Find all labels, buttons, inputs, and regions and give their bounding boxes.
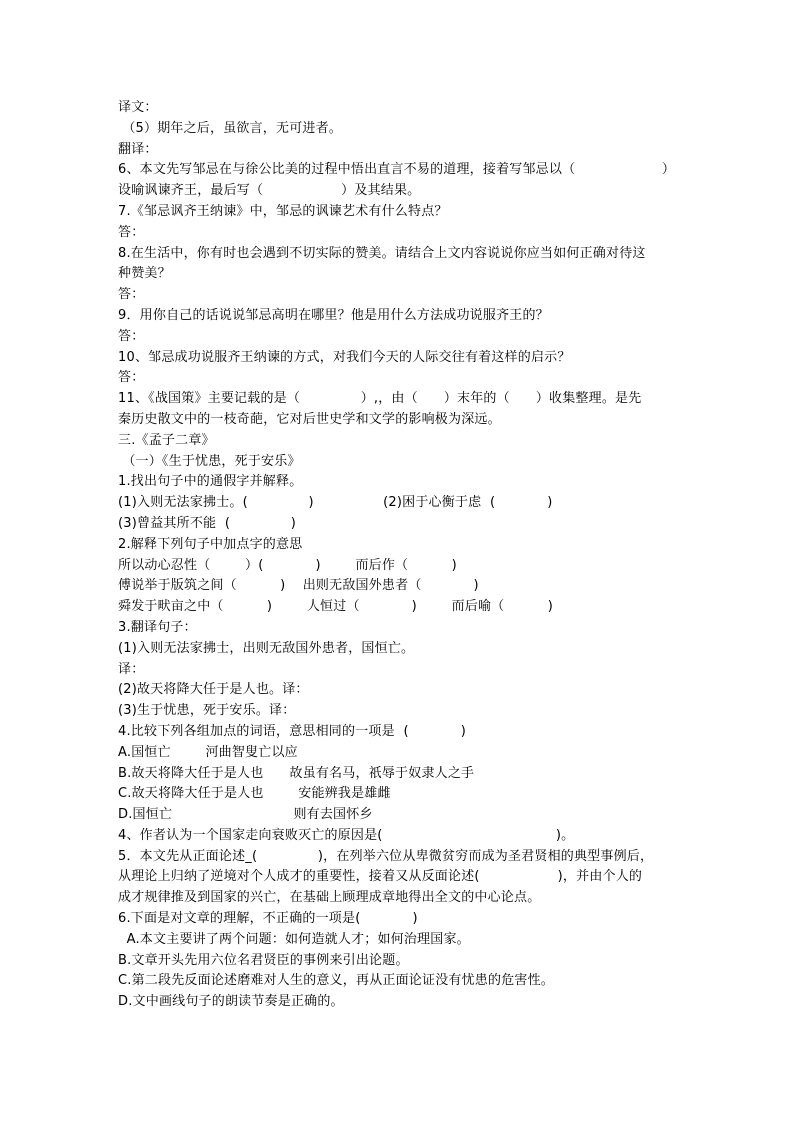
text-line: 3.翻译句子： bbox=[118, 619, 197, 635]
text-line: （5）期年之后，虽欲言，无可进者。 bbox=[118, 120, 343, 136]
text-line: (3)曾益其所不能 ( ) bbox=[118, 515, 297, 531]
text-line: C.故天将降大任于是人也 安能辨我是雄雌 bbox=[118, 786, 391, 802]
text-line: 6、本文先写邹忌在与徐公比美的过程中悟出直言不易的道理，接着写邹忌以（ ） bbox=[118, 162, 676, 178]
text-line: 译： bbox=[118, 661, 145, 677]
text-line: 4、作者认为一个国家走向衰败灭亡的原因是( )。 bbox=[118, 827, 575, 843]
text-line: A.本文主要讲了两个问题：如何造就人才；如何治理国家。 bbox=[118, 931, 470, 947]
text-line: 4.比较下列各组加点的词语，意思相同的一项是 ( ) bbox=[118, 723, 466, 739]
text-line: 傅说举于版筑之间（ ) 出则无敌国外患者（ ) bbox=[118, 578, 479, 594]
text-line: (1)入则无法家拂士，出则无敌国外患者，国恒亡。 bbox=[118, 640, 415, 656]
text-line: 5．本文先从正面论述_( )，在列举六位从卑微贫穷而成为圣君贤相的典型事例后， bbox=[118, 848, 654, 864]
text-line: D.文中画线句子的朗读节奏是正确的。 bbox=[118, 994, 344, 1010]
document-page bbox=[118, 98, 718, 1013]
text-line: 2.解释下列句子中加点字的意思 bbox=[118, 536, 303, 552]
text-line: 1.找出句子中的通假字并解释。 bbox=[118, 474, 303, 490]
text-line: 翻译： bbox=[118, 141, 158, 157]
text-line: 种赞美？ bbox=[118, 266, 171, 282]
text-line: (1)入则无法家拂士。( ) (2)困于心衡于虑 ( ) bbox=[118, 495, 553, 511]
text-line: A.国恒亡 河曲智叟亡以应 bbox=[118, 744, 298, 760]
text-line: 设喻讽谏齐王，最后写（ ）及其结果。 bbox=[118, 183, 421, 199]
text-line: 答： bbox=[118, 370, 145, 386]
text-line: 答： bbox=[118, 224, 145, 240]
text-line: 答： bbox=[118, 328, 145, 344]
text-line: 秦历史散文中的一枝奇葩，它对后世史学和文学的影响极为深远。 bbox=[118, 411, 501, 427]
text-line: 舜发于畎亩之中（ ) 人恒过（ ) 而后喻（ ) bbox=[118, 599, 553, 615]
text-line: 10、邹忌成功说服齐王纳谏的方式，对我们今天的人际交往有着这样的启示？ bbox=[118, 349, 571, 365]
text-line: C.第二段先反面论述磨难对人生的意义，再从正面论证没有忧患的危害性。 bbox=[118, 973, 555, 989]
text-line: (2)故天将降大任于是人也。译： bbox=[118, 682, 309, 698]
text-line: 所以动心忍性（ ）( ) 而后作（ ) bbox=[118, 557, 457, 573]
text-line: 7.《邹忌讽齐王纳谏》中，邹忌的讽谏艺术有什么特点？ bbox=[118, 203, 448, 219]
text-line: 从理论上归纳了逆境对个人成才的重要性，接着又从反面论述( )，并由个人的 bbox=[118, 869, 643, 885]
subsection-heading: （一）《生于忧患，死于安乐》 bbox=[118, 453, 301, 469]
text-line: 8.在生活中，你有时也会遇到不切实际的赞美。请结合上文内容说说你应当如何正确对待这 bbox=[118, 245, 646, 261]
text-line: B.故天将降大任于是人也 故虽有名马，祇辱于奴隶人之手 bbox=[118, 765, 475, 781]
text-line: B.文章开头先用六位名君贤臣的事例来引出论题。 bbox=[118, 952, 409, 968]
text-line: 译文： bbox=[118, 100, 158, 115]
text-line: 成才规律推及到国家的兴亡，在基础上顾理成章地得出全文的中心论点。 bbox=[118, 890, 541, 906]
section-heading: 三.《孟子二章》 bbox=[118, 432, 215, 448]
text-line: 11、《战国策》主要记载的是（ ）,，由（ ）末年的（ ）收集整理。是先 bbox=[118, 391, 642, 407]
text-line: 答： bbox=[118, 287, 145, 303]
text-line: 6.下面是对文章的理解，不正确的一项是( ) bbox=[118, 911, 418, 927]
text-line: 9．用你自己的话说说邹忌高明在哪里？他是用什么方法成功说服齐王的？ bbox=[118, 307, 549, 323]
text-line: (3)生于忧患，死于安乐。译： bbox=[118, 703, 296, 719]
text-line: D.国恒亡 则有去国怀乡 bbox=[118, 807, 373, 823]
